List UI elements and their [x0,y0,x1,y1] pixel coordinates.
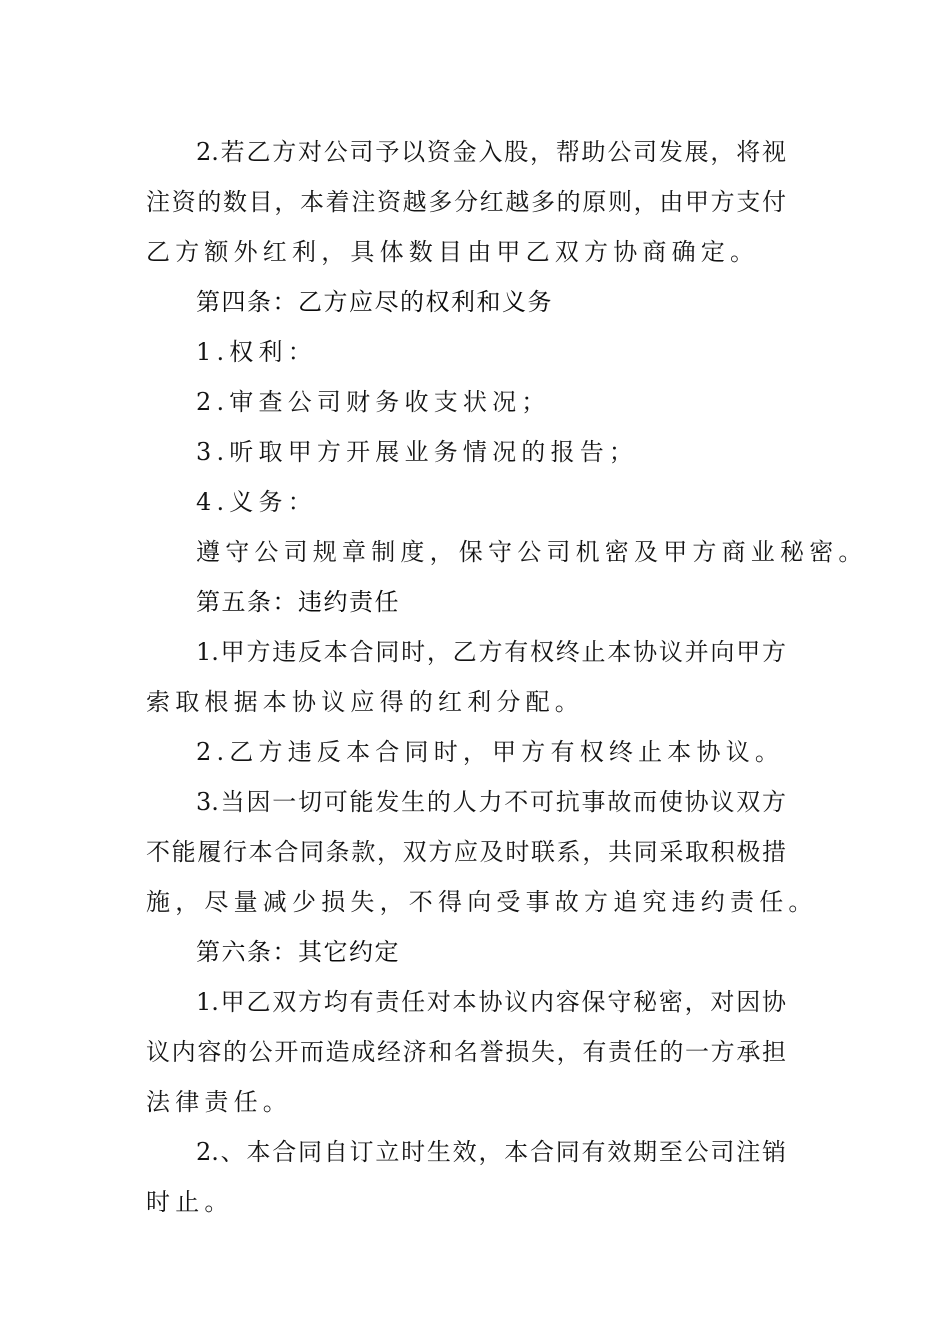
section-heading: 第六条：其它约定 [196,938,400,966]
paragraph-line: 不能履行本合同条款，双方应及时联系，共同采取积极措 [146,838,786,866]
paragraph-line: 1.甲乙双方均有责任对本协议内容保守秘密，对因协 [196,988,786,1016]
paragraph-line: 遵守公司规章制度，保守公司机密及甲方商业秘密。 [196,538,868,566]
paragraph-line: 时止。 [146,1188,234,1216]
paragraph-line: 2.若乙方对公司予以资金入股，帮助公司发展，将视 [196,138,786,166]
list-item: 2.审查公司财务收支状况； [196,388,551,416]
paragraph-line: 2.、本合同自订立时生效，本合同有效期至公司注销 [196,1138,786,1166]
paragraph-line: 2.乙方违反本合同时，甲方有权终止本协议。 [196,738,785,766]
list-item: 4.义务： [196,488,317,516]
list-item: 1.权利： [196,338,317,366]
list-item: 3.听取甲方开展业务情况的报告； [196,438,639,466]
paragraph-line: 法律责任。 [146,1088,292,1116]
section-heading: 第四条：乙方应尽的权利和义务 [196,288,553,316]
paragraph-line: 施，尽量减少损失，不得向受事故方追究违约责任。 [146,888,818,916]
paragraph-line: 1.甲方违反本合同时，乙方有权终止本协议并向甲方 [196,638,786,666]
paragraph-line: 乙方额外红利，具体数目由甲乙双方协商确定。 [146,238,760,266]
paragraph-line: 注资的数目，本着注资越多分红越多的原则，由甲方支付 [146,188,786,216]
paragraph-line: 3.当因一切可能发生的人力不可抗事故而使协议双方 [196,788,786,816]
section-heading: 第五条：违约责任 [196,588,400,616]
paragraph-line: 议内容的公开而造成经济和名誉损失，有责任的一方承担 [146,1038,786,1066]
paragraph-line: 索取根据本协议应得的红利分配。 [146,688,584,716]
